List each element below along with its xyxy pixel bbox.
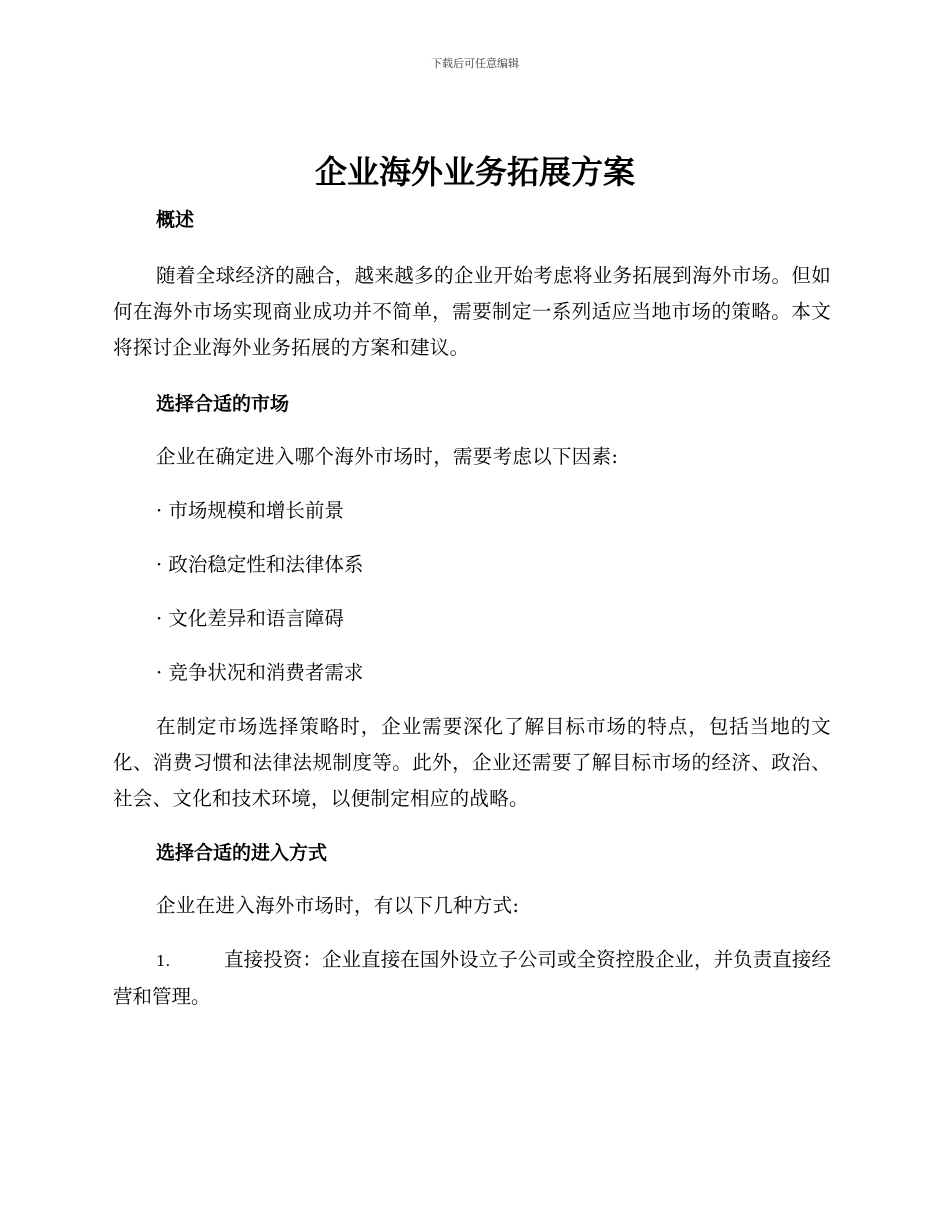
document-body: [113, 200, 831, 1015]
list-item: · 文化差异和语言障碍: [156, 607, 344, 630]
entry-intro: 企业在进入海外市场时，有以下几种方式:: [156, 894, 520, 917]
market-intro: 企业在确定进入哪个海外市场时，需要考虑以下因素:: [156, 445, 619, 468]
overview-paragraph: 随着全球经济的融合，越来越多的企业开始考虑将业务拓展到海外市场。但如何在海外市场实现商业成功并不简单，需要制定一系列适应当地市场的策略。本文将探讨企业海外业务拓展的方案和建议。: [113, 264, 831, 359]
numbered-item: [113, 942, 831, 1015]
section-heading-entry: 选择合适的进入方式: [156, 842, 328, 864]
header-note: 下载后可任意编辑: [431, 57, 519, 70]
numbered-item-text: 直接投资：企业直接在国外设立子公司或全资控股企业，并负责直接经营和管理。: [113, 948, 831, 1008]
list-item: · 政治稳定性和法律体系: [156, 553, 364, 576]
section-heading-market: 选择合适的市场: [156, 393, 290, 415]
list-item: · 市场规模和增长前景: [156, 499, 344, 522]
list-item: · 竞争状况和消费者需求: [156, 661, 364, 684]
market-paragraph: 在制定市场选择策略时，企业需要深化了解目标市场的特点，包括当地的文化、消费习惯和法律法规制度等。此外，企业还需要了解目标市场的经济、政治、社会、文化和技术环境，以便制定相应的战略。: [113, 715, 831, 810]
numbered-item-marker: 1.: [156, 952, 171, 970]
document-title: 企业海外业务拓展方案: [314, 153, 635, 191]
market-factor-list: [113, 493, 831, 691]
section-heading-overview: 概述: [156, 209, 195, 231]
